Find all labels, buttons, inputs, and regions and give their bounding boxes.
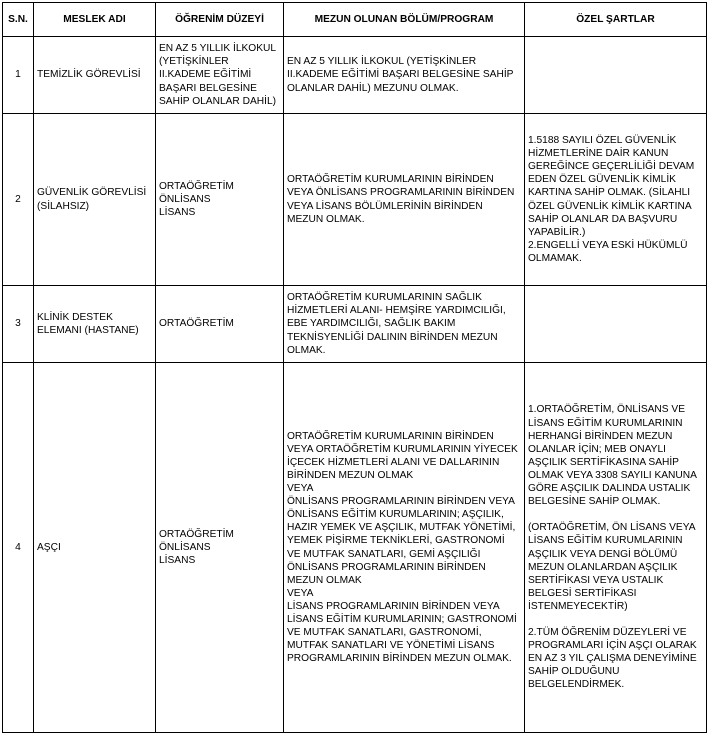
cell-program: ORTAÖĞRETİM KURUMLARININ BİRİNDEN VEYA ÖNLİSANS PROGRAMLARININ BİRİNDEN VEYA LİSANS BÖLÜMLERİNİN BİRİNDEN MEZUN OLMAK. xyxy=(284,114,525,286)
cell-conditions xyxy=(525,37,707,114)
header-row xyxy=(3,3,707,37)
cell-level: ORTAÖĞRETİM ÖNLİSANS LİSANS xyxy=(156,114,284,286)
table-row xyxy=(3,363,707,733)
cell-job: TEMİZLİK GÖREVLİSİ xyxy=(34,37,156,114)
cell-level: ORTAÖĞRETİM xyxy=(156,286,284,363)
table-row xyxy=(3,37,707,114)
cell-job: KLİNİK DESTEK ELEMANI (HASTANE) xyxy=(34,286,156,363)
header-program: MEZUN OLUNAN BÖLÜM/PROGRAM xyxy=(284,3,525,37)
cell-job: GÜVENLİK GÖREVLİSİ (SİLAHSIZ) xyxy=(34,114,156,286)
cell-sn: 2 xyxy=(3,114,34,286)
header-job: MESLEK ADI xyxy=(34,3,156,37)
cell-program: EN AZ 5 YILLIK İLKOKUL (YETİŞKİNLER II.KADEME EĞİTİMİ BAŞARI BELGESİNE SAHİP OLANLAR DAHİL) MEZUNU OLMAK. xyxy=(284,37,525,114)
header-level: ÖĞRENİM DÜZEYİ xyxy=(156,3,284,37)
cell-conditions xyxy=(525,286,707,363)
cell-program: ORTAÖĞRETİM KURUMLARININ BİRİNDEN VEYA ORTAÖĞRETİM KURUMLARININ YİYECEK İÇECEK HİZMETLERİ ALANI VE DALLARININ BİRİNDEN MEZUN OLMAK VEYA ÖNLİSANS PROGRAMLARININ BİRİNDEN VEYA ÖNLİSANS EĞİTİM KURUMLARININ; AŞÇILIK, HAZIR YEMEK VE AŞÇILIK, MUTFAK YÖNETİMİ, YEMEK PİŞİRME TEKNİKLERİ, GASTRONOMİ VE MUTFAK SANATLARI, GEMİ AŞÇILIĞI ÖNLİSANS PROGRAMLARININ BİRİNDEN MEZUN OLMAK VEYA LİSANS PROGRAMLARININ BİRİNDEN VEYA LİSANS EĞİTİM KURUMLARININ; GASTRONOMİ VE MUTFAK SANATLARI, GASTRONOMİ, MUTFAK SANATLARI VE YÖNETİMİ LİSANS PROGRAMLARININ BİRİNDEN MEZUN OLMAK. xyxy=(284,363,525,733)
table-row xyxy=(3,286,707,363)
cell-level: ORTAÖĞRETİM ÖNLİSANS LİSANS xyxy=(156,363,284,733)
table-row xyxy=(3,114,707,286)
cell-conditions: 1.ORTAÖĞRETİM, ÖNLİSANS VE LİSANS EĞİTİM KURUMLARININ HERHANGİ BİRİNDEN MEZUN OLANLAR İÇİN; MEB ONAYLI AŞÇILIK SERTİFİKASINA SAHİP OLMAK VEYA 3308 SAYILI KANUNA GÖRE AŞÇILIK DALINDA USTALIK BELGESİNE SAHİP OLMAK. (ORTAÖĞRETİM, ÖN LİSANS VEYA LİSANS EĞİTİM KURUMLARININ AŞÇILIK VEYA DENGİ BÖLÜMÜ MEZUN OLANLARDAN AŞÇILIK SERTİFİKASI VEYA USTALIK BELGESİ SERTİFİKASI İSTENMEYECEKTİR) 2.TÜM ÖĞRENİM DÜZEYLERİ VE PROGRAMLARI İÇİN AŞÇI OLARAK EN AZ 3 YIL ÇALIŞMA DENEYİMİNE SAHİP OLDUĞUNU BELGELENDİRMEK. xyxy=(525,363,707,733)
header-sn: S.N. xyxy=(3,3,34,37)
header-conditions: ÖZEL ŞARTLAR xyxy=(525,3,707,37)
cell-level: EN AZ 5 YILLIK İLKOKUL (YETİŞKİNLER II.KADEME EĞİTİMİ BAŞARI BELGESİNE SAHİP OLANLAR DAHİL) xyxy=(156,37,284,114)
positions-table xyxy=(2,2,707,733)
cell-job: AŞÇI xyxy=(34,363,156,733)
cell-program: ORTAÖĞRETİM KURUMLARININ SAĞLIK HİZMETLERİ ALANI- HEMŞİRE YARDIMCILIĞI, EBE YARDIMCILIĞI, SAĞLIK BAKIM TEKNİSYENLİĞİ DALININ BİRİNDEN MEZUN OLMAK. xyxy=(284,286,525,363)
cell-conditions: 1.5188 SAYILI ÖZEL GÜVENLİK HİZMETLERİNE DAİR KANUN GEREĞİNCE GEÇERLİLİĞİ DEVAM EDEN ÖZEL GÜVENLİK KİMLİK KARTINA SAHİP OLMAK. (SİLAHLI ÖZEL GÜVENLİK KİMLİK KARTINA SAHİP OLANLAR DA BAŞVURU YAPABİLİR.) 2.ENGELLİ VEYA ESKİ HÜKÜMLÜ OLMAMAK. xyxy=(525,114,707,286)
cell-sn: 1 xyxy=(3,37,34,114)
cell-sn: 4 xyxy=(3,363,34,733)
cell-sn: 3 xyxy=(3,286,34,363)
